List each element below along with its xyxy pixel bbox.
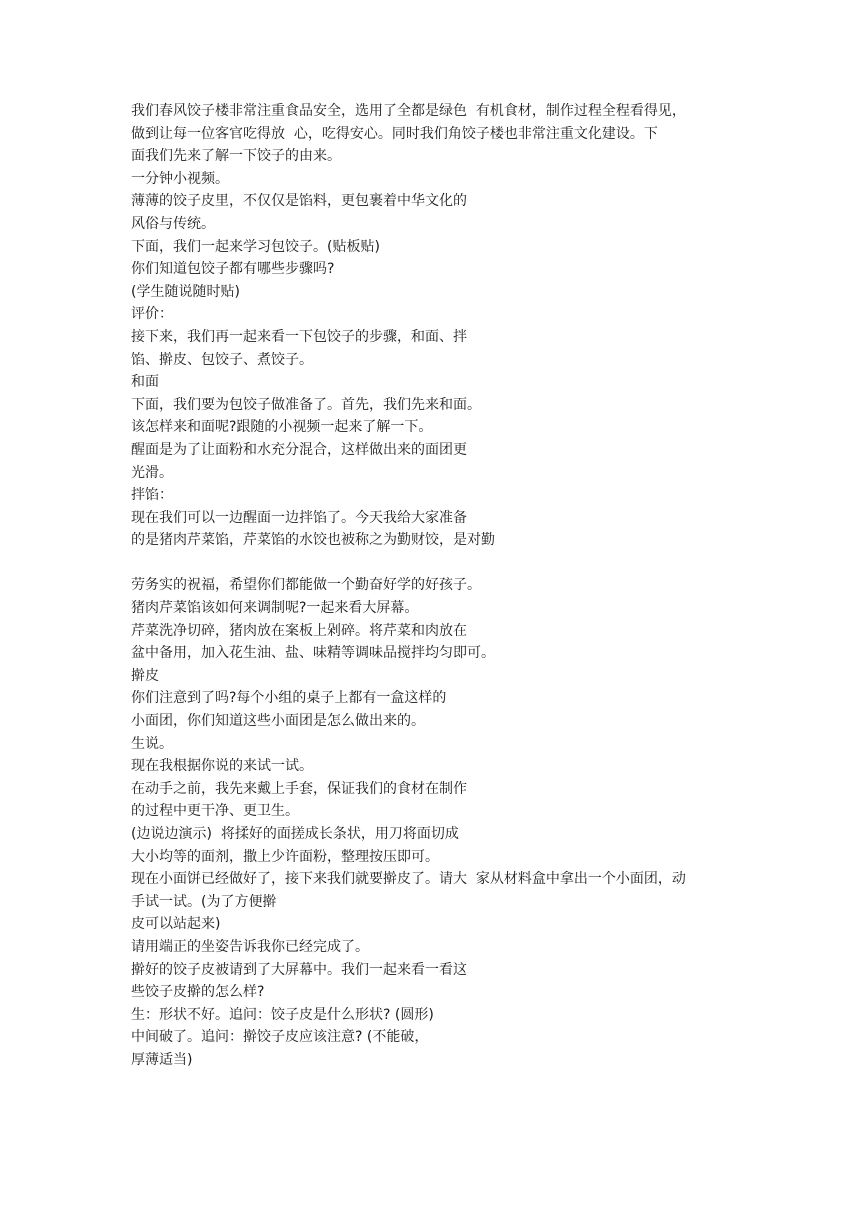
text-line: 生：形状不好。追问：饺子皮是什么形状? (圆形) <box>131 1006 434 1023</box>
text-line: 现在我根据你说的来试一试。 <box>131 758 313 775</box>
text-line: 和面 <box>131 374 159 391</box>
text-line: 下面，我们要为包饺子做准备了。首先，我们先来和面。 <box>131 396 481 413</box>
text-line: 一分钟小视频。 <box>131 170 229 187</box>
text-line: 请用端正的坐姿告诉我你已经完成了。 <box>131 938 369 955</box>
text-line: 生说。 <box>131 735 173 752</box>
document-body <box>131 100 741 1072</box>
text-line: 些饺子皮擀的怎么样? <box>131 984 265 1001</box>
text-line: (边说边演示) 将揉好的面搓成长条状，用刀将面切成 <box>131 826 459 842</box>
text-line: 馅、擀皮、包饺子、煮饺子。 <box>131 351 313 368</box>
text-line: 中间破了。追问：擀饺子皮应该注意? (不能破， <box>131 1029 429 1046</box>
text-line: 擀皮 <box>131 667 159 684</box>
text-line: 做到让每一位客官吃得放 心，吃得安心。同时我们角饺子楼也非常注重文化建设。下 <box>131 125 658 142</box>
text-line: 的是猪肉芹菜馅，芹菜馅的水饺也被称之为勤财饺，是对勤 <box>131 532 495 549</box>
text-line: 在动手之前，我先来戴上手套，保证我们的食材在制作 <box>131 780 467 797</box>
text-line: (学生随说随时贴) <box>131 283 240 300</box>
text-line: 评价： <box>131 306 173 323</box>
text-line: 你们注意到了吗?每个小组的桌子上都有一盒这样的 <box>131 690 447 707</box>
text-line: 劳务实的祝福，希望你们都能做一个勤奋好学的好孩子。 <box>131 577 481 594</box>
text-line: 的过程中更干净、更卫生。 <box>131 803 299 820</box>
text-line: 芹菜洗净切碎，猪肉放在案板上剁碎。将芹菜和肉放在 <box>131 622 467 639</box>
text-line: 我们春风饺子楼非常注重食品安全，选用了全都是绿色 有机食材，制作过程全程看得见， <box>131 103 686 119</box>
text-line: 面我们先来了解一下饺子的由来。 <box>131 148 341 165</box>
paragraph-gap <box>131 552 741 575</box>
text-line: 盆中备用，加入花生油、盐、味精等调味品搅拌均匀即可。 <box>131 645 495 662</box>
text-line: 大小均等的面剂，撒上少许面粉，整理按压即可。 <box>131 848 439 865</box>
text-line: 下面，我们一起来学习包饺子。(贴板贴) <box>131 238 380 255</box>
text-line: 擀好的饺子皮被请到了大屏幕中。我们一起来看一看这 <box>131 961 467 978</box>
text-line: 厚薄适当) <box>131 1051 193 1068</box>
text-line: 接下来，我们再一起来看一下包饺子的步骤，和面、拌 <box>131 328 467 345</box>
text-line: 该怎样来和面呢?跟随的小视频一起来了解一下。 <box>131 419 433 436</box>
text-line: 小面团，你们知道这些小面团是怎么做出来的。 <box>131 713 425 730</box>
text-line: 现在小面饼已经做好了，接下来我们就要擀皮了。请大 家从材料盒中拿出一个小面团，动 <box>131 871 686 888</box>
text-line: 皮可以站起来) <box>131 916 221 933</box>
text-line: 手试一试。(为了方便擀 <box>131 893 277 910</box>
text-line: 薄薄的饺子皮里，不仅仅是馅料，更包裹着中华文化的 <box>131 193 467 210</box>
text-line: 风俗与传统。 <box>131 215 215 232</box>
text-line: 拌馅： <box>131 487 173 504</box>
text-line: 光滑。 <box>131 464 173 481</box>
text-line: 猪肉芹菜馅该如何来调制呢?一起来看大屏幕。 <box>131 600 419 617</box>
text-line: 现在我们可以一边醒面一边拌馅了。今天我给大家准备 <box>131 509 467 526</box>
text-line: 你们知道包饺子都有哪些步骤吗? <box>131 261 335 278</box>
text-line: 醒面是为了让面粉和水充分混合，这样做出来的面团更 <box>131 441 467 458</box>
